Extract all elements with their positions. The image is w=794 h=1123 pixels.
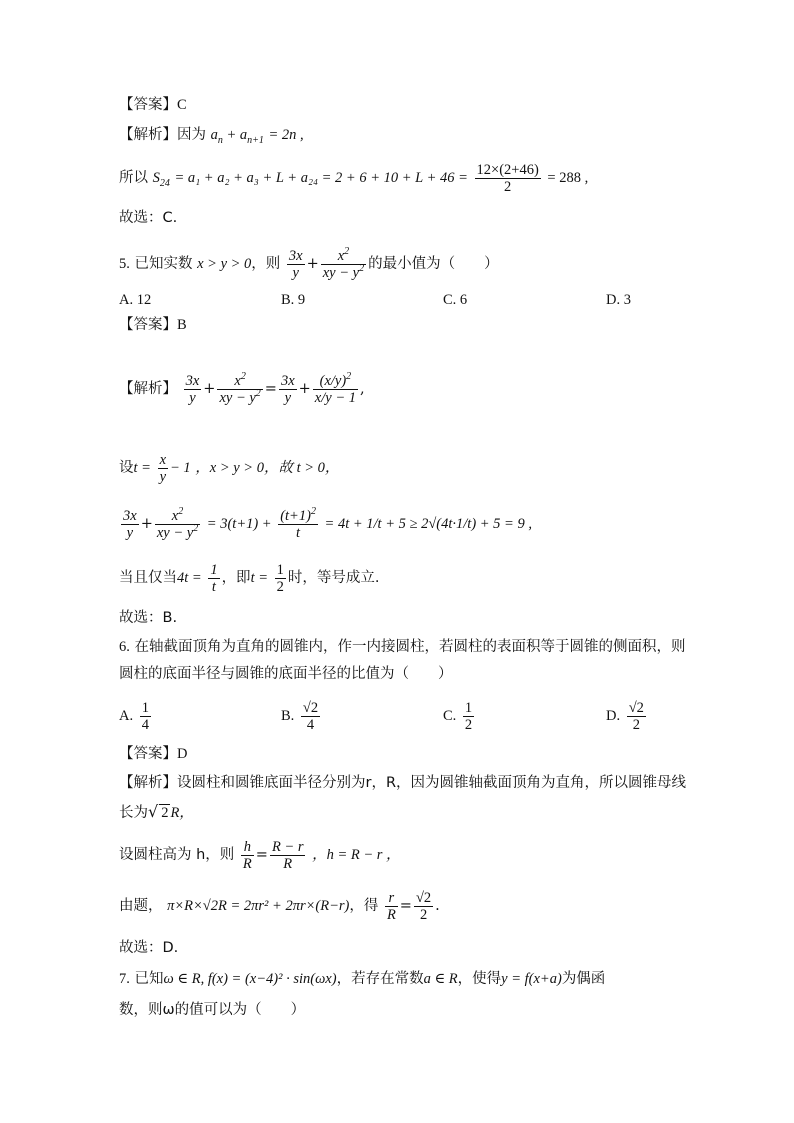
q6-conclusion: 故选：D. — [119, 940, 179, 956]
sum-fraction — [475, 162, 541, 195]
q7-number: 7. — [119, 971, 130, 987]
q6-stem-text-1: 在轴截面顶角为直角的圆锥内，作一内接圆柱，若圆柱的表面积等于圆锥的侧面积，则 — [134, 639, 686, 655]
q5-option-a: A. 12 — [119, 292, 152, 308]
q7-mid: ，若存在常数 — [336, 971, 424, 987]
q6-option-c — [443, 696, 476, 736]
option-letter: D. — [606, 708, 621, 724]
answer-label: 【答案】 — [119, 317, 177, 333]
analysis-label: 【解析】 — [119, 775, 177, 791]
sub-prefix: 设 — [119, 460, 134, 476]
topic-frac-1: $\frac{r}{R}$ — [386, 889, 396, 923]
q5-an-frac-3: $\frac{3x}{y}$ — [280, 372, 295, 406]
sum-fraction-num: 12×(2+46) — [476, 161, 539, 178]
height-frac-1: $\frac{h}{R}$ — [242, 838, 252, 872]
q4-sum-line — [119, 160, 588, 196]
equality-frac-2: $\frac{1}{2}$ — [276, 561, 284, 595]
option-letter: A. — [119, 708, 134, 724]
height-frac-2: $\frac{R - r}{R}$ — [271, 838, 304, 872]
option-letter: C. — [443, 708, 457, 724]
q6-topic-line: 由题， π×R×√2R = 2πr² + 2πr×(R−r)，得 $\frac{r}{R}$ = $\frac{√2}{2}$ . — [119, 889, 440, 923]
option-letter: B. — [281, 708, 295, 724]
q7-const: a ∈ R — [423, 971, 458, 987]
sum-result: = 288 , — [547, 170, 589, 186]
q5-conclusion: 故选：B. — [119, 610, 178, 626]
equality-tail: 时，等号成立. — [287, 570, 380, 586]
q5-an-frac-1: $\frac{3x}{y}$ — [185, 372, 200, 406]
q6-analysis-line2: 长为√ 2 R， — [119, 802, 194, 821]
topic-eq: π×R×√2R = 2πr² + 2πr×(R−r) — [167, 898, 350, 914]
q5-frac-1: $\frac{3x}{y}$ — [288, 247, 303, 281]
analysis-text: 因为 — [177, 127, 206, 143]
option-fraction: $\frac{1}{4}$ — [141, 699, 149, 733]
answer-value: B — [177, 317, 187, 333]
topic-frac-2: $\frac{√2}{2}$ — [415, 889, 432, 923]
q5-stem: 5. 已知实数 x > y > 0，则 $\frac{3x}{y}$ + $\frac{x^2}{xy - y^2}$ 的最小值为（ ） — [119, 245, 499, 281]
height-tail: ，h = R − r ， — [312, 847, 401, 863]
q5-stem-suffix: 的最小值为（ ） — [368, 256, 499, 272]
ineq-frac-1: $\frac{3x}{y}$ — [123, 507, 137, 541]
topic-mid: ，得 — [349, 898, 379, 914]
q5-option-d: D. 3 — [606, 292, 631, 308]
equality-prefix: 当且仅当 — [119, 570, 177, 586]
q5-analysis-eq: 【解析】 $\frac{3x}{y}$ + $\frac{x^2}{xy - y^2}$ = $\frac{3x}{y}$ + $\frac{(x/y)^2}{x/y - 1}$ , — [119, 370, 365, 406]
generatrix-tail: R， — [170, 805, 194, 821]
q6-height-line: 设圆柱高为 h，则 $\frac{h}{R}$ = $\frac{R - r}{R}$ ，h = R − r ， — [119, 838, 401, 872]
sum-prefix: 所以 — [119, 170, 148, 186]
recurrence-rhs: = 2n , — [268, 127, 304, 143]
q6-analysis-line1 — [119, 773, 686, 793]
equality-frac-1: $\frac{1}{t}$ — [210, 561, 218, 595]
analysis-text-1: 设圆柱和圆锥底面半径分别为r，R，因为圆锥轴截面顶角为直角，所以圆锥母线 — [177, 775, 687, 791]
q7-tail-c: 为偶函 — [561, 971, 606, 987]
option-fraction: $\frac{√2}{2}$ — [628, 699, 644, 733]
q6-option-a — [119, 696, 153, 736]
q4-answer-line — [119, 95, 187, 115]
ineq-tail: = 4t + 1/t + 5 ≥ 2√(4t·1/t) + 5 = 9 , — [324, 516, 532, 532]
q7-stem-line1 — [119, 969, 605, 989]
answer-label: 【答案】 — [119, 746, 177, 762]
q6-stem-line2: 圆柱的底面半径与圆锥的底面半径的比值为（ ） — [119, 666, 453, 682]
q6-option-d — [606, 696, 648, 736]
analysis-label: 【解析】 — [119, 127, 177, 143]
equality-mid: ，即 — [221, 570, 251, 586]
q6-answer-line — [119, 744, 187, 764]
analysis-label: 【解析】 — [119, 381, 177, 397]
q5-an-frac-2: $\frac{x^2}{xy - y^2}$ — [219, 370, 261, 406]
sub-frac: $\frac{x}{y}$ — [159, 451, 166, 485]
ineq-frac-2: $\frac{x^2}{xy - y^2}$ — [156, 505, 199, 541]
q5-frac-2: $\frac{x^2}{xy - y^2}$ — [322, 245, 365, 281]
recurrence-lhs: $a_n + a_{n+1}$ — [210, 127, 264, 146]
q5-an-frac-4: $\frac{(x/y)^2}{x/y - 1}$ — [314, 370, 356, 406]
q5-answer-line — [119, 315, 187, 335]
q7-function: ω ∈ R, f(x) = (x−4)² · sin(ωx) — [163, 971, 337, 987]
q5-option-b: B. 9 — [281, 292, 306, 308]
option-fraction: $\frac{1}{2}$ — [464, 699, 473, 733]
q7-prefix: 已知 — [134, 971, 164, 987]
q4-analysis-line — [119, 125, 304, 145]
q7-stem-line2: 数，则ω的值可以为（ ） — [119, 1002, 306, 1018]
q4-conclusion: 故选：C. — [119, 210, 178, 226]
answer-value: C — [177, 97, 187, 113]
answer-label: 【答案】 — [119, 97, 177, 113]
q7-tail-b: y = f(x+a) — [501, 971, 562, 987]
ineq-mid: = 3(t+1) + — [206, 516, 272, 532]
sub-tail: ，x > y > 0，故 t > 0， — [195, 460, 340, 476]
q5-stem-prefix: 已知实数 — [134, 256, 193, 272]
sum-expansion: = a₁ + a₂ + a₃ + L + a₂₄ = 2 + 6 + 10 + L + 46 = — [174, 170, 468, 186]
q5-number: 5. — [119, 256, 130, 272]
q6-number: 6. — [119, 639, 130, 655]
q5-equality: 当且仅当4t = $\frac{1}{t}$ ，即t = $\frac{1}{2}$ 时，等号成立. — [119, 561, 380, 595]
generatrix-prefix: 长为 — [119, 805, 148, 821]
topic-prefix: 由题， — [119, 898, 163, 914]
option-fraction: $\frac{√2}{4}$ — [302, 699, 319, 733]
q5-condition: x > y > 0 — [197, 256, 252, 272]
q7-tail-a: ，使得 — [457, 971, 502, 987]
q5-stem-mid: ，则 — [251, 256, 281, 272]
answer-value: D — [177, 746, 188, 762]
sum-fraction-den: 2 — [504, 178, 512, 195]
q6-option-b — [281, 696, 322, 736]
q5-inequality: $\frac{3x}{y}$ + $\frac{x^2}{xy - y^2}$ = 3(t+1) + $\frac{(t+1)^2}{t}$ = 4t + 1/t + 5 ≥ 2√(4t·1/t) + 5 = 9 , — [123, 505, 532, 541]
q6-stem-line1 — [119, 637, 685, 657]
q5-option-c: C. 6 — [443, 292, 468, 308]
q5-substitution: 设t = $\frac{x}{y}$ − 1 ，x > y > 0，故 t > 0， — [119, 451, 340, 485]
ineq-frac-3: $\frac{(t+1)^2}{t}$ — [280, 505, 316, 541]
sum-symbol: $S_{24}$ — [152, 170, 170, 189]
height-prefix: 设圆柱高为 h，则 — [119, 847, 235, 863]
